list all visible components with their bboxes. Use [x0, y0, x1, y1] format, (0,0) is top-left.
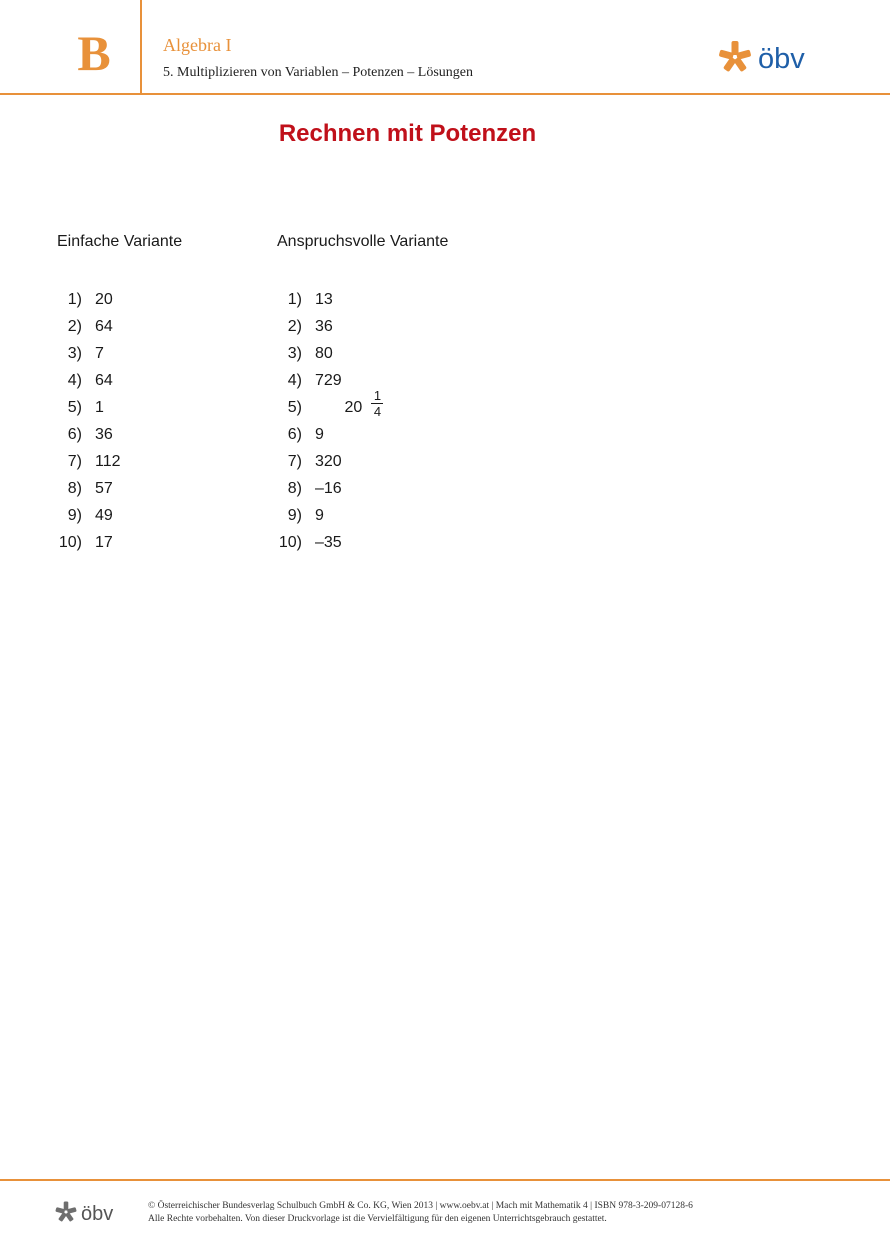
chapter-letter: B — [77, 25, 111, 81]
fraction-numerator: 1 — [373, 388, 382, 403]
item-answer: 80 — [315, 345, 333, 362]
advanced-variant-heading: Anspruchsvolle Variante — [277, 233, 449, 250]
item-number: 1) — [67, 291, 82, 308]
simple-variant-column — [57, 234, 182, 562]
item-answer: 320 — [315, 453, 342, 470]
mixed-number-answer — [344, 388, 382, 419]
advanced-variant-column — [277, 234, 448, 562]
item-answer: 13 — [315, 291, 333, 308]
footer-divider — [0, 1179, 890, 1181]
item-number: 5) — [287, 399, 302, 416]
item-number: 6) — [67, 426, 82, 443]
item-answer: 729 — [315, 372, 342, 389]
list-item — [57, 346, 182, 373]
item-number: 9) — [67, 507, 82, 524]
list-item — [57, 373, 182, 400]
list-item — [57, 427, 182, 454]
fraction — [371, 389, 383, 418]
list-item — [57, 454, 182, 481]
list-item — [277, 388, 448, 427]
item-number: 7) — [67, 453, 82, 470]
list-item — [57, 535, 182, 562]
advanced-answer-list — [277, 292, 448, 562]
oebv-logo — [718, 40, 818, 74]
item-number: 2) — [67, 318, 82, 335]
footer-copyright-line: © Österreichischer Bundesverlag Schulbuch GmbH & Co. KG, Wien 2013 | www.oebv.at | Mach mit Mathematik 4 | ISBN 978-3-209-07128-6 — [148, 1201, 693, 1211]
item-answer: –16 — [315, 480, 342, 497]
item-answer: 36 — [315, 318, 333, 335]
item-number: 8) — [67, 480, 82, 497]
list-item — [57, 481, 182, 508]
item-number: 9) — [287, 507, 302, 524]
item-answer: 9 — [315, 507, 324, 524]
list-item — [57, 400, 182, 427]
item-number: 6) — [287, 426, 302, 443]
item-number: 1) — [287, 291, 302, 308]
item-number: 8) — [287, 480, 302, 497]
item-answer: 64 — [95, 372, 113, 389]
item-number: 7) — [287, 453, 302, 470]
item-number: 2) — [287, 318, 302, 335]
simple-variant-heading: Einfache Variante — [57, 233, 183, 250]
item-answer: –35 — [315, 534, 342, 551]
list-item — [277, 535, 448, 562]
item-number: 4) — [287, 372, 302, 389]
list-item — [277, 292, 448, 319]
item-answer: 7 — [95, 345, 104, 362]
oebv-star-icon — [719, 41, 752, 72]
item-answer: 49 — [95, 507, 113, 524]
item-number: 4) — [67, 372, 82, 389]
header-divider-vertical — [140, 0, 142, 95]
item-number: 3) — [67, 345, 82, 362]
item-answer: 9 — [315, 426, 324, 443]
item-answer: 20 — [95, 291, 113, 308]
list-item — [277, 427, 448, 454]
header-title: Algebra I — [163, 35, 232, 55]
list-item — [57, 292, 182, 319]
list-item — [57, 319, 182, 346]
list-item — [277, 319, 448, 346]
list-item — [277, 372, 448, 403]
simple-answer-list — [57, 292, 182, 562]
list-item — [277, 508, 448, 535]
header-subtitle: 5. Multiplizieren von Variablen – Potenzen – Lösungen — [163, 65, 474, 80]
item-answer: 1 — [95, 399, 104, 416]
list-item — [57, 508, 182, 535]
footer-copyright — [148, 1200, 693, 1226]
item-answer: 17 — [95, 534, 113, 551]
footer-rights-line: Alle Rechte vorbehalten. Von dieser Druckvorlage ist die Vervielfältigung für den eigenen Unterrichtsgebrauch gestattet. — [148, 1214, 607, 1224]
mixed-number-whole: 20 — [344, 399, 363, 416]
list-item — [277, 481, 448, 508]
list-item — [277, 346, 448, 373]
item-answer: 36 — [95, 426, 113, 443]
footer-oebv-logo — [55, 1201, 123, 1223]
oebv-logo-text: öbv — [758, 43, 805, 74]
footer-oebv-star-icon — [55, 1202, 76, 1222]
fraction-denominator: 4 — [373, 404, 382, 419]
header-divider — [0, 93, 890, 95]
page-title: Rechnen mit Potenzen — [278, 120, 537, 147]
item-number: 10) — [58, 534, 82, 551]
item-number: 5) — [67, 399, 82, 416]
footer-oebv-logo-text: öbv — [81, 1203, 114, 1223]
item-number: 3) — [287, 345, 302, 362]
list-item — [277, 454, 448, 481]
item-answer: 112 — [95, 453, 121, 470]
item-number: 10) — [278, 534, 302, 551]
item-answer: 57 — [95, 480, 113, 497]
item-answer: 64 — [95, 318, 113, 335]
